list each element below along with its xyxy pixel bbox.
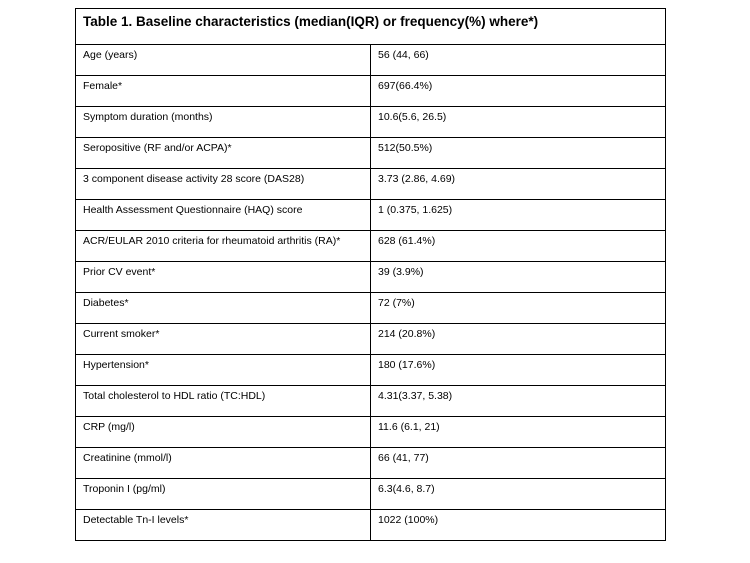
row-label: 3 component disease activity 28 score (DAS28) [76, 169, 371, 200]
row-label: Age (years) [76, 45, 371, 76]
baseline-characteristics-table [75, 8, 666, 541]
table-row [76, 386, 666, 417]
row-label: Hypertension* [76, 355, 371, 386]
baseline-characteristics-table-container [75, 8, 666, 541]
row-label: Creatinine (mmol/l) [76, 448, 371, 479]
row-label: Seropositive (RF and/or ACPA)* [76, 138, 371, 169]
table-row [76, 45, 666, 76]
row-value: 6.3(4.6, 8.7) [371, 479, 666, 510]
row-label: Symptom duration (months) [76, 107, 371, 138]
row-value: 4.31(3.37, 5.38) [371, 386, 666, 417]
row-value: 628 (61.4%) [371, 231, 666, 262]
row-value: 697(66.4%) [371, 76, 666, 107]
table-row [76, 262, 666, 293]
table-row [76, 231, 666, 262]
table-row [76, 293, 666, 324]
row-value: 66 (41, 77) [371, 448, 666, 479]
row-label: CRP (mg/l) [76, 417, 371, 448]
row-value: 512(50.5%) [371, 138, 666, 169]
table-row [76, 417, 666, 448]
row-label: Detectable Tn-I levels* [76, 510, 371, 541]
row-label: Prior CV event* [76, 262, 371, 293]
row-value: 180 (17.6%) [371, 355, 666, 386]
table-row [76, 355, 666, 386]
row-value: 3.73 (2.86, 4.69) [371, 169, 666, 200]
table-row [76, 448, 666, 479]
row-value: 11.6 (6.1, 21) [371, 417, 666, 448]
table-title: Table 1. Baseline characteristics (median(IQR) or frequency(%) where*) [76, 9, 666, 45]
row-value: 39 (3.9%) [371, 262, 666, 293]
row-label: Diabetes* [76, 293, 371, 324]
table-row [76, 200, 666, 231]
table-row [76, 479, 666, 510]
row-value: 72 (7%) [371, 293, 666, 324]
table-row [76, 510, 666, 541]
table-title-row [76, 9, 666, 45]
row-label: Current smoker* [76, 324, 371, 355]
row-value: 56 (44, 66) [371, 45, 666, 76]
row-label: Health Assessment Questionnaire (HAQ) score [76, 200, 371, 231]
row-label: Female* [76, 76, 371, 107]
table-row [76, 324, 666, 355]
row-value: 1 (0.375, 1.625) [371, 200, 666, 231]
row-value: 214 (20.8%) [371, 324, 666, 355]
row-label: Troponin I (pg/ml) [76, 479, 371, 510]
row-value: 10.6(5.6, 26.5) [371, 107, 666, 138]
table-row [76, 138, 666, 169]
table-row [76, 169, 666, 200]
row-label: ACR/EULAR 2010 criteria for rheumatoid arthritis (RA)* [76, 231, 371, 262]
row-value: 1022 (100%) [371, 510, 666, 541]
table-row [76, 76, 666, 107]
table-row [76, 107, 666, 138]
row-label: Total cholesterol to HDL ratio (TC:HDL) [76, 386, 371, 417]
